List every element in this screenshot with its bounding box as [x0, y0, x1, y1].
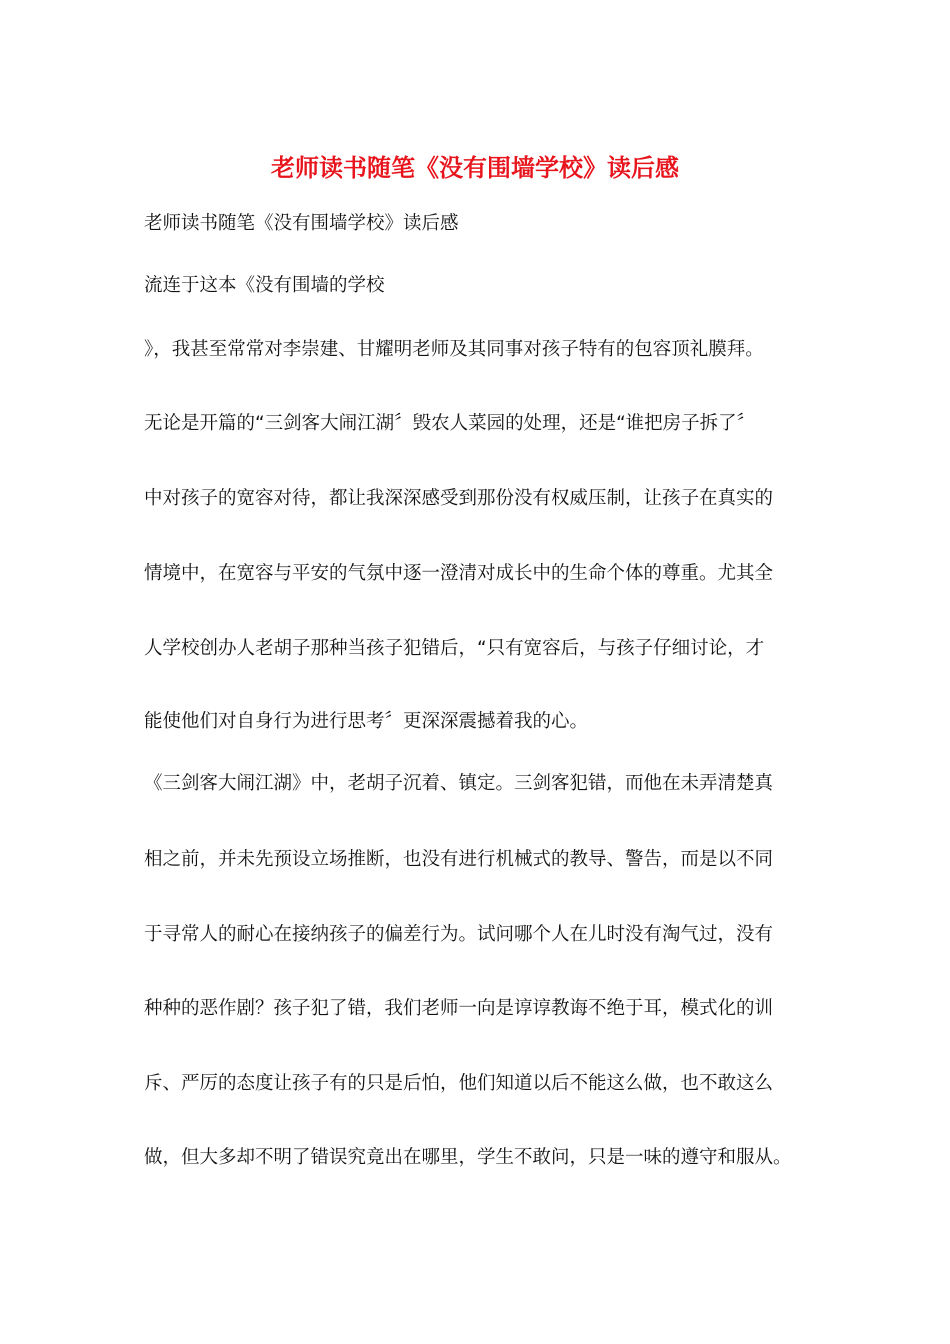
text-line: 流连于这本《没有围墙的学校	[144, 275, 385, 296]
text-line: 做，但大多却不明了错误究竟出在哪里，学生不敢问，只是一味的遵守和服从。	[144, 1147, 792, 1168]
text-line: 种种的恶作剧？孩子犯了错，我们老师一向是谆谆教诲不绝于耳，模式化的训	[144, 998, 774, 1019]
text-line: 中对孩子的宽容对待，都让我深深感受到那份没有权威压制，让孩子在真实的	[144, 488, 774, 509]
text-line: 于寻常人的耐心在接纳孩子的偏差行为。试问哪个人在儿时没有淘气过，没有	[144, 924, 774, 945]
text-line: 相之前，并未先预设立场推断，也没有进行机械式的教导、警告，而是以不同	[144, 849, 774, 870]
text-line: 情境中，在宽容与平安的气氛中逐一澄清对成长中的生命个体的尊重。尤其全	[144, 563, 774, 584]
document-title: 老师读书随笔《没有围墙学校》读后感	[271, 153, 679, 182]
text-line-subtitle: 老师读书随笔《没有围墙学校》读后感	[144, 213, 459, 234]
text-line: 》，我甚至常常对李崇建、甘耀明老师及其同事对孩子特有的包容顶礼膜拜。	[144, 339, 764, 360]
text-line: 斥、严厉的态度让孩子有的只是后怕，他们知道以后不能这么做，也不敢这么	[144, 1073, 774, 1094]
text-line: 《三剑客大闹江湖》中，老胡子沉着、镇定。三剑客犯错，而他在未弄清楚真	[144, 773, 774, 794]
text-line: 能使他们对自身行为进行思考〞更深深震撼着我的心。	[144, 711, 589, 732]
text-line: 人学校创办人老胡子那种当孩子犯错后，“只有宽容后，与孩子仔细讨论，才	[144, 638, 765, 659]
text-line: 无论是开篇的“三剑客大闹江湖〞毁农人菜园的处理，还是“谁把房子拆了〞	[144, 413, 756, 434]
